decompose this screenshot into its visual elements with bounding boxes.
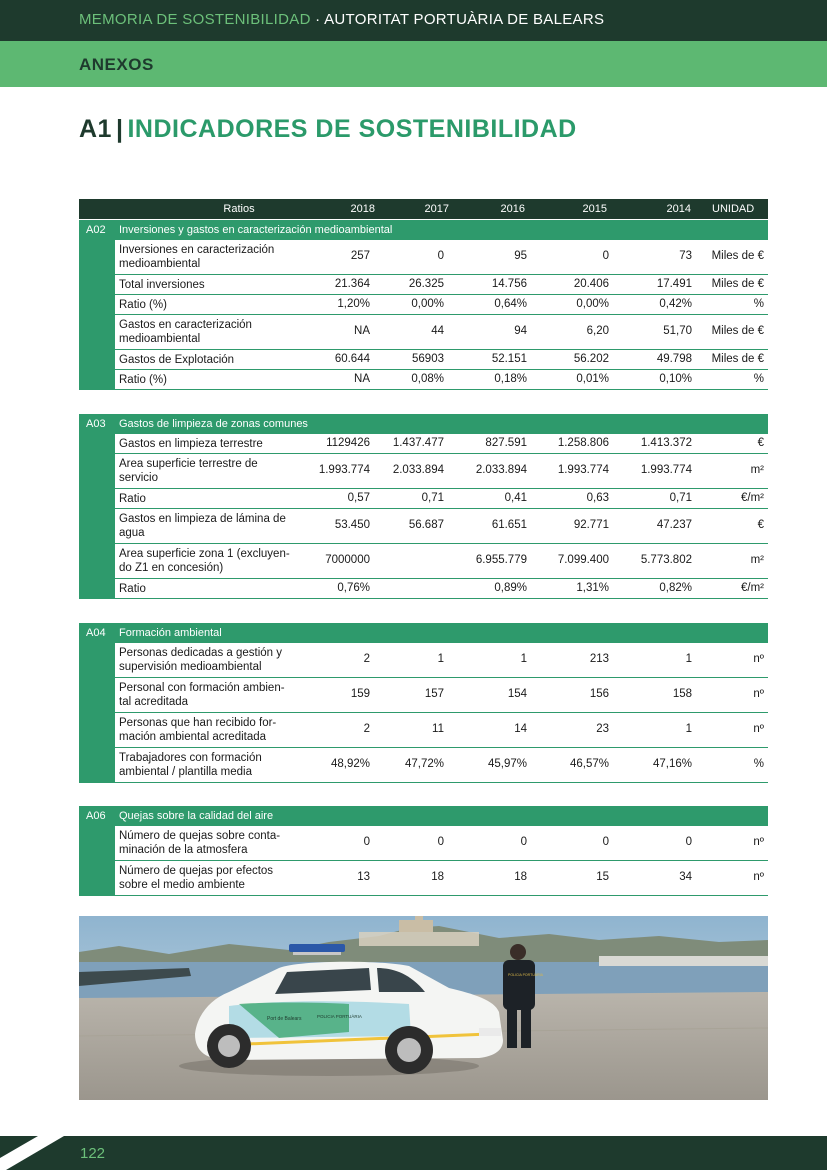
row-value-2015: 0,63 (586, 492, 609, 504)
row-label-line: Gastos de Explotación (119, 354, 235, 366)
table-row (115, 713, 768, 748)
table-row (115, 509, 768, 544)
row-label-line: Personal con formación ambien- (119, 682, 285, 694)
row-value-2015: 0 (602, 250, 609, 262)
row-value-2018: 0,57 (347, 492, 370, 504)
row-unit: nº (753, 723, 764, 735)
table-row (115, 434, 768, 454)
row-unit: nº (753, 871, 764, 883)
row-value-2018: 2 (363, 653, 370, 665)
table-row (115, 579, 768, 599)
row-label-line: Número de quejas sobre conta- (119, 830, 281, 842)
row-label-line: servicio (119, 472, 158, 484)
row-value-2018: 0 (363, 836, 370, 848)
row-label-line: Ratio (119, 583, 146, 595)
row-value-2016: 61.651 (491, 519, 527, 531)
row-label-line: Total inversiones (119, 279, 205, 291)
block-code: A03 (86, 418, 106, 430)
row-value-2016: 0,18% (494, 373, 527, 385)
row-unit: % (753, 298, 764, 310)
row-unit: m² (750, 464, 764, 476)
row-value-2014: 0,71 (669, 492, 692, 504)
row-value-2017: 1.437.477 (392, 437, 444, 449)
indicator-block (79, 623, 768, 783)
row-label (119, 373, 167, 387)
row-label-line: Trabajadores con formación (119, 752, 262, 764)
row-value-2015: 213 (589, 653, 609, 665)
column-header-ratios: Ratios (223, 203, 255, 215)
row-value-2015: 7.099.400 (557, 554, 609, 566)
table-row (115, 826, 768, 861)
row-label (119, 582, 146, 596)
row-value-2015: 46,57% (569, 758, 609, 770)
row-label-line: Area superficie terrestre de (119, 458, 258, 470)
table-row (115, 748, 768, 783)
row-unit: €/m² (741, 492, 764, 504)
block-side-bar (79, 434, 115, 599)
block-header (79, 623, 768, 643)
row-label (119, 243, 274, 271)
row-value-2016: 154 (507, 688, 527, 700)
row-value-2014: 0,82% (659, 582, 692, 594)
row-value-2015: 0 (602, 836, 609, 848)
row-label (119, 298, 167, 312)
row-label (119, 681, 285, 709)
row-label-line: medioambiental (119, 333, 201, 345)
row-unit: € (757, 437, 764, 449)
row-unit: Miles de € (711, 353, 764, 365)
row-value-2018: 48,92% (330, 758, 370, 770)
document-header-bar (0, 0, 827, 41)
header-authority: AUTORITAT PORTUÀRIA DE BALEARS (324, 11, 605, 28)
row-label-line: Personas dedicadas a gestión y (119, 647, 283, 659)
row-value-2018: 159 (350, 688, 370, 700)
row-value-2018: 1,20% (337, 298, 370, 310)
row-unit: nº (753, 688, 764, 700)
indicator-block (79, 414, 768, 599)
block-header (79, 806, 768, 826)
row-value-2016: 827.591 (485, 437, 527, 449)
row-value-2017: 18 (431, 871, 444, 883)
row-value-2015: 23 (596, 723, 609, 735)
row-value-2015: 156 (589, 688, 609, 700)
table-row (115, 678, 768, 713)
table-row (115, 350, 768, 370)
row-label (119, 864, 273, 892)
row-label (119, 437, 263, 451)
row-label-line: Personas que han recibido for- (119, 717, 277, 729)
row-label (119, 829, 280, 857)
row-unit: nº (753, 836, 764, 848)
row-value-2015: 1.993.774 (557, 464, 609, 476)
table-row (115, 240, 768, 275)
row-value-2014: 47.237 (656, 519, 692, 531)
row-value-2017: 0,00% (411, 298, 444, 310)
row-value-2014: 73 (679, 250, 692, 262)
row-value-2018: 13 (357, 871, 370, 883)
page-title (79, 115, 577, 144)
row-value-2018: 2 (363, 723, 370, 735)
row-label (119, 646, 282, 674)
row-unit: % (753, 373, 764, 385)
row-label-line: medioambiental (119, 258, 201, 270)
row-label-line: tal acreditada (119, 696, 189, 708)
row-label (119, 353, 234, 367)
row-unit: € (757, 519, 764, 531)
row-unit: Miles de € (711, 325, 764, 337)
row-value-2018: 7000000 (325, 554, 370, 566)
row-value-2015: 1,31% (576, 582, 609, 594)
row-value-2018: 21.364 (334, 278, 370, 290)
row-value-2017: 26.325 (408, 278, 444, 290)
block-code: A02 (86, 224, 106, 236)
row-value-2018: NA (354, 373, 370, 385)
row-value-2017: 44 (431, 325, 444, 337)
table-row (115, 275, 768, 295)
block-code: A06 (86, 810, 106, 822)
page-number: 122 (80, 1145, 106, 1162)
section-bar (0, 41, 827, 87)
row-label (119, 512, 286, 540)
row-value-2014: 34 (679, 871, 692, 883)
column-header-year: 2017 (424, 203, 449, 215)
row-value-2015: 0,01% (576, 373, 609, 385)
row-value-2017: 0,08% (411, 373, 444, 385)
row-value-2016: 2.033.894 (475, 464, 527, 476)
column-header-unit: UNIDAD (712, 203, 755, 215)
row-value-2014: 1 (685, 653, 692, 665)
row-label-line: Inversiones en caracterización (119, 244, 275, 256)
header-text (79, 11, 604, 28)
table-header (79, 199, 768, 219)
row-label-line: ambiental / plantilla media (119, 766, 252, 778)
block-side-bar (79, 826, 115, 896)
row-value-2014: 1.413.372 (640, 437, 692, 449)
table-row (115, 315, 768, 350)
row-value-2016: 14 (514, 723, 527, 735)
row-value-2014: 0,10% (659, 373, 692, 385)
row-value-2015: 92.771 (573, 519, 609, 531)
table-row (115, 295, 768, 315)
block-code: A04 (86, 627, 106, 639)
header-memoria: MEMORIA DE SOSTENIBILIDAD (79, 11, 311, 28)
row-value-2017: 157 (424, 688, 444, 700)
row-value-2014: 158 (672, 688, 692, 700)
row-label (119, 318, 252, 346)
indicator-block (79, 220, 768, 390)
row-value-2018: 60.644 (334, 353, 370, 365)
indicator-block (79, 806, 768, 896)
row-value-2016: 0,89% (494, 582, 527, 594)
row-value-2015: 15 (596, 871, 609, 883)
row-value-2016: 18 (514, 871, 527, 883)
block-header (79, 220, 768, 240)
row-unit: Miles de € (711, 250, 764, 262)
row-value-2016: 14.756 (491, 278, 527, 290)
row-value-2017: 0,71 (421, 492, 444, 504)
row-value-2017: 0 (437, 836, 444, 848)
row-value-2015: 6,20 (586, 325, 609, 337)
title-number: A1 (79, 115, 112, 143)
row-value-2014: 1.993.774 (640, 464, 692, 476)
table-row (115, 489, 768, 509)
row-label-line: do Z1 en concesión) (119, 562, 224, 574)
vest-text: POLICIA PORTUÀRIA (508, 973, 543, 977)
row-value-2015: 0,00% (576, 298, 609, 310)
row-label (119, 716, 276, 744)
row-value-2017: 0 (437, 250, 444, 262)
row-value-2015: 20.406 (573, 278, 609, 290)
row-label (119, 751, 262, 779)
block-side-bar (79, 240, 115, 390)
row-unit: % (753, 758, 764, 770)
row-label-line: Gastos en limpieza de lámina de (119, 513, 286, 525)
row-value-2016: 6.955.779 (475, 554, 527, 566)
row-value-2014: 0,42% (659, 298, 692, 310)
row-value-2017: 56903 (412, 353, 444, 365)
row-value-2014: 17.491 (656, 278, 692, 290)
header-separator: · (310, 11, 325, 28)
row-value-2018: NA (354, 325, 370, 337)
row-value-2018: 0,76% (337, 582, 370, 594)
row-label-line: Ratio (119, 493, 146, 505)
column-header-year: 2014 (666, 203, 691, 215)
row-label-line: minación de la atmosfera (119, 844, 248, 856)
footer-stripe-icon (0, 1136, 70, 1170)
column-header-year: 2016 (500, 203, 525, 215)
row-label-line: mación ambiental acreditada (119, 731, 267, 743)
row-value-2016: 45,97% (487, 758, 527, 770)
row-label (119, 492, 146, 506)
row-label-line: Area superficie zona 1 (excluyen- (119, 548, 290, 560)
block-name: Inversiones y gastos en caracterización medioambiental (119, 224, 393, 236)
row-value-2014: 0 (685, 836, 692, 848)
row-label-line: Ratio (%) (119, 374, 167, 386)
table-row (115, 370, 768, 390)
row-label-line: agua (119, 527, 145, 539)
photo-illustration (79, 916, 768, 1100)
row-value-2016: 94 (514, 325, 527, 337)
row-value-2016: 0 (520, 836, 527, 848)
row-value-2014: 5.773.802 (640, 554, 692, 566)
column-header-year: 2015 (582, 203, 607, 215)
column-header-year: 2018 (350, 203, 375, 215)
row-label (119, 547, 290, 575)
page-footer (0, 1136, 827, 1170)
row-value-2014: 51,70 (663, 325, 692, 337)
row-value-2017: 1 (437, 653, 444, 665)
row-value-2014: 49.798 (656, 353, 692, 365)
title-separator: | (115, 115, 124, 143)
row-value-2016: 1 (520, 653, 527, 665)
row-value-2017: 56.687 (408, 519, 444, 531)
row-value-2016: 0,64% (494, 298, 527, 310)
row-value-2017: 47,72% (404, 758, 444, 770)
block-side-bar (79, 643, 115, 783)
section-title: ANEXOS (79, 55, 154, 74)
row-value-2017: 2.033.894 (392, 464, 444, 476)
row-label-line: Gastos en caracterización (119, 319, 252, 331)
row-label-line: sobre el medio ambiente (119, 879, 245, 891)
row-label-line: supervisión medioambiental (119, 661, 262, 673)
row-value-2016: 0,41 (504, 492, 527, 504)
row-unit: nº (753, 653, 764, 665)
row-label-line: Número de quejas por efectos (119, 865, 274, 877)
row-unit: Miles de € (711, 278, 764, 290)
row-value-2018: 1129426 (326, 437, 370, 449)
door-logo-text: Port de Balears (267, 1016, 302, 1022)
hood-text: POLICIA PORTUÀRIA (317, 1014, 362, 1019)
row-label-line: Ratio (%) (119, 299, 167, 311)
title-text: INDICADORES DE SOSTENIBILIDAD (127, 115, 577, 143)
row-value-2015: 56.202 (573, 353, 609, 365)
row-unit: m² (750, 554, 764, 566)
row-label-line: Gastos en limpieza terrestre (119, 438, 263, 450)
row-value-2014: 47,16% (652, 758, 692, 770)
port-police-photo (79, 916, 768, 1100)
row-value-2018: 1.993.774 (318, 464, 370, 476)
row-value-2015: 1.258.806 (557, 437, 609, 449)
table-row (115, 544, 768, 579)
block-header (79, 414, 768, 434)
row-value-2017: 11 (432, 723, 444, 735)
row-unit: €/m² (741, 582, 764, 594)
row-value-2018: 257 (350, 250, 370, 262)
table-row (115, 861, 768, 896)
block-name: Formación ambiental (119, 627, 222, 639)
table-row (115, 643, 768, 678)
block-name: Quejas sobre la calidad del aire (119, 810, 274, 822)
row-value-2016: 52.151 (491, 353, 527, 365)
row-label (119, 457, 258, 485)
block-name: Gastos de limpieza de zonas comunes (119, 418, 308, 430)
table-row (115, 454, 768, 489)
row-label (119, 278, 205, 292)
row-value-2016: 95 (514, 250, 527, 262)
row-value-2014: 1 (685, 723, 692, 735)
row-value-2018: 53.450 (334, 519, 370, 531)
